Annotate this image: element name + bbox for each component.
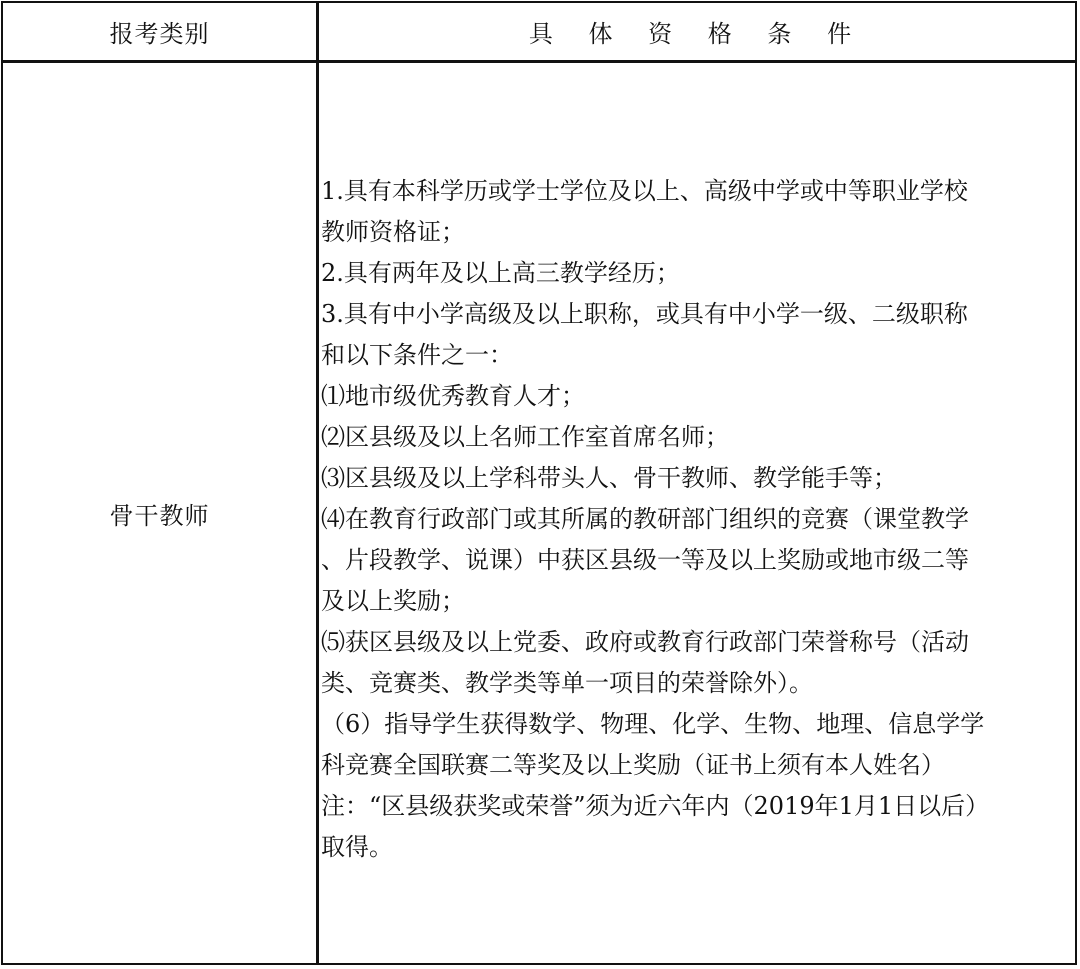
condition-line: 和以下条件之一：: [321, 341, 513, 369]
column-divider: [316, 3, 319, 963]
condition-line: ⑸获区县级及以上党委、政府或教育行政部门荣誉称号（活动: [321, 628, 969, 656]
condition-line: 、片段教学、说课）中获区县级一等及以上奖励或地市级二等: [321, 546, 969, 574]
condition-line: ⑵区县级及以上名师工作室首席名师；: [321, 423, 729, 451]
conditions-cell: [321, 171, 1073, 868]
condition-line: ⑴地市级优秀教育人才；: [321, 382, 585, 410]
condition-line: 科竞赛全国联赛二等奖及以上奖励（证书上须有本人姓名）: [321, 751, 945, 779]
category-cell: 骨干教师: [109, 501, 210, 530]
condition-line: 2.具有两年及以上高三教学经历；: [321, 259, 680, 287]
header-conditions: 具 体 资 格 条 件: [528, 20, 866, 48]
condition-line: 及以上奖励；: [321, 587, 465, 615]
condition-line: 3.具有中小学高级及以上职称，或具有中小学一级、二级职称: [321, 300, 968, 328]
condition-line: ⑷在教育行政部门或其所属的教研部门组织的竞赛（课堂教学: [321, 505, 969, 533]
condition-line: 1.具有本科学历或学士学位及以上、高级中学或中等职业学校: [321, 177, 968, 205]
condition-line: 取得。: [321, 833, 393, 861]
header-category: 报考类别: [109, 20, 210, 48]
condition-line: ⑶区县级及以上学科带头人、骨干教师、教学能手等；: [321, 464, 897, 492]
condition-line: 注：“区县级获奖或荣誉”须为近六年内（2019年1月1日以后）: [321, 792, 990, 820]
condition-line: （6）指导学生获得数学、物理、化学、生物、地理、信息学学: [321, 710, 985, 738]
qualification-table: [1, 1, 1077, 965]
condition-line: 教师资格证；: [321, 218, 465, 246]
condition-line: 类、竞赛类、教学类等单一项目的荣誉除外）。: [321, 669, 813, 697]
